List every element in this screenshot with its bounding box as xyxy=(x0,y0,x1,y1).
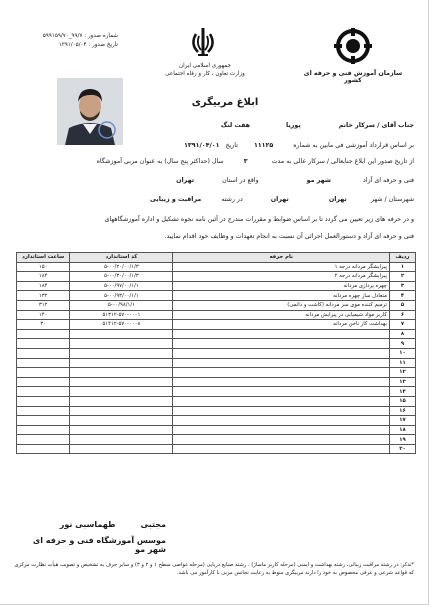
profession-name: متعادل ساز چهره مردانه xyxy=(173,291,389,301)
standard-hours xyxy=(17,425,70,435)
name-line xyxy=(14,122,414,129)
province: تهران xyxy=(176,177,195,184)
field: مراقبت و زیبایی xyxy=(149,196,202,203)
standard-hours xyxy=(17,339,70,349)
institute-city: شهر مو xyxy=(306,177,331,184)
row-number: ۱۳ xyxy=(389,377,415,387)
profession-name xyxy=(173,444,389,454)
standard-code xyxy=(70,377,173,387)
standard-hours xyxy=(17,329,70,339)
table-header-row xyxy=(17,253,416,263)
standard-code: ۵۱۳۱۲-۵۷۰-۰۰۰۱ xyxy=(70,310,173,320)
profession-name: چهره پردازی مردانه xyxy=(173,281,389,291)
county: تهران xyxy=(328,196,347,203)
table-row xyxy=(17,320,416,330)
row-number: ۲۰ xyxy=(389,444,415,454)
row-number: ۱۹ xyxy=(389,435,415,445)
standard-code xyxy=(70,368,173,378)
standard-hours: ۱۵۰ xyxy=(17,262,70,272)
standard-hours: ۱۳۲ xyxy=(17,291,70,301)
footnote: *تذکر: در رشته مراقبت زیبائی، رشته بهداشت و ایمنی (مرحله کاربر ماساژ) ، رشته صنایع دریایی (مرحله غواصی سطح ۱ و ۲ و ۳) و سایر حرف به تشخیص و تصویب هیأت نظارت مرکزی که قواعد شرعی و عرفی مخصوص به خود را دارند مربیگری منوط به رعایت تجانس مربی با کارآموز می باشد. xyxy=(14,562,414,576)
row-number: ۲ xyxy=(389,272,415,282)
duration-line xyxy=(14,158,414,165)
standard-hours xyxy=(17,396,70,406)
row-number: ۱۶ xyxy=(389,406,415,416)
issue-number-line xyxy=(8,32,118,41)
organization-name: سازمان آموزش فنی و حرفه ای کشور xyxy=(303,70,403,84)
standard-code xyxy=(70,348,173,358)
issue-date-label: تاریخ صدور : xyxy=(88,42,118,48)
signatory-title: موسس آموزشگاه فنی و حرفه ای شهر مو xyxy=(32,536,166,554)
profession-name xyxy=(173,358,389,368)
standard-code xyxy=(70,387,173,397)
standard-hours: ۱۸۴ xyxy=(17,281,70,291)
issue-date-line xyxy=(8,41,118,50)
header-profession-name: نام حرفه xyxy=(173,253,389,263)
header-row-number: ردیف xyxy=(389,253,415,263)
table-row xyxy=(17,435,416,445)
header-standard-hours: ساعت استاندارد xyxy=(17,253,70,263)
ministry-header xyxy=(150,62,260,78)
duration-text: از تاریخ صدور این ابلاغ جنابعالی / سرکار عالی به مدت xyxy=(271,158,414,165)
first-name: پوریا xyxy=(286,122,301,129)
standard-code: ۵-۰۰/۲۰/۰۰/۱/۳ xyxy=(70,262,173,272)
row-number: ۹ xyxy=(389,339,415,349)
signatory-first-name: مجتبی xyxy=(140,520,166,529)
standard-hours xyxy=(17,348,70,358)
table-row xyxy=(17,396,416,406)
table-row xyxy=(17,368,416,378)
row-number: ۳ xyxy=(389,281,415,291)
standard-hours: ۱۴۰ xyxy=(17,310,70,320)
standard-hours xyxy=(17,368,70,378)
table-row xyxy=(17,444,416,454)
paragraph-2: فنی و حرفه ای آزاد و دستورالعمل اجرائی آن نسبت به انجام تعهدات و وظایف خود اقدام نمایید. xyxy=(164,233,414,240)
field-label: در رشته xyxy=(221,196,243,203)
row-number: ۱۴ xyxy=(389,387,415,397)
last-name: هفت لنگ xyxy=(220,122,250,129)
table-row xyxy=(17,377,416,387)
standard-hours xyxy=(17,377,70,387)
standard-code xyxy=(70,339,173,349)
row-number: ۱۸ xyxy=(389,425,415,435)
county-line xyxy=(14,196,414,203)
table-row xyxy=(17,310,416,320)
row-number: ۱ xyxy=(389,262,415,272)
standard-code xyxy=(70,406,173,416)
organization-logo-icon xyxy=(328,28,378,66)
standard-code xyxy=(70,425,173,435)
standard-code: ۵-۰۰/۹۳/۰۰/۱/۱ xyxy=(70,291,173,301)
professions-table xyxy=(16,252,416,454)
salutation: جناب آقای / سرکار خانم xyxy=(338,122,414,129)
table-row xyxy=(17,425,416,435)
standard-code xyxy=(70,444,173,454)
table-row xyxy=(17,406,416,416)
profession-name xyxy=(173,396,389,406)
issue-number-label: شماره صدور : xyxy=(84,33,118,39)
standard-hours xyxy=(17,406,70,416)
standard-hours: ۳۱۲ xyxy=(17,300,70,310)
table-row xyxy=(17,348,416,358)
profession-name xyxy=(173,329,389,339)
row-number: ۶ xyxy=(389,310,415,320)
standard-hours: ۱۸۴ xyxy=(17,272,70,282)
issue-date: ۱۳۹۱/۰۵/۰۴ xyxy=(58,42,87,48)
header-standard-code: کد استاندارد xyxy=(70,253,173,263)
issue-meta xyxy=(8,32,118,50)
row-number: ۱۲ xyxy=(389,368,415,378)
row-number: ۱۰ xyxy=(389,348,415,358)
signatory-last-name: طهماسبی نور xyxy=(59,520,116,529)
profession-name xyxy=(173,348,389,358)
profession-name xyxy=(173,435,389,445)
province-label: واقع در استان xyxy=(222,177,259,184)
contract-number: ۱۱۱۲۵ xyxy=(254,142,274,149)
table-row xyxy=(17,291,416,301)
row-number: ۴ xyxy=(389,291,415,301)
document-title: ابلاغ مربیگری xyxy=(191,97,259,108)
county-line-label: شهرستان / شهر xyxy=(370,196,414,203)
table-row xyxy=(17,262,416,272)
row-number: ۱۵ xyxy=(389,396,415,406)
duration-value: ۳ xyxy=(243,158,248,165)
profession-name xyxy=(173,416,389,426)
profession-name xyxy=(173,339,389,349)
table-row xyxy=(17,329,416,339)
signatory-name xyxy=(46,520,166,529)
profession-name: بهداشت کار ناخن مردانه xyxy=(173,320,389,330)
profession-name xyxy=(173,377,389,387)
institute-prefix: فنی و حرفه ای آزاد xyxy=(363,177,414,184)
table-row xyxy=(17,339,416,349)
standard-code xyxy=(70,396,173,406)
standard-code xyxy=(70,358,173,368)
standard-code: ۵-۰۰/۹۸/۱/۱ xyxy=(70,300,173,310)
row-number: ۱۱ xyxy=(389,358,415,368)
standard-code xyxy=(70,416,173,426)
ministry-name: وزارت تعاون ، کار و رفاه اجتماعی xyxy=(165,71,245,77)
issue-number: ۹۹/۷_۵۹۹۱۵۹/۷۰ xyxy=(42,33,83,39)
standard-hours xyxy=(17,444,70,454)
row-number: ۵ xyxy=(389,300,415,310)
standard-hours xyxy=(17,416,70,426)
table-row xyxy=(17,300,416,310)
profession-name xyxy=(173,387,389,397)
profession-name: پیرایشگر مردانه درجه ۲ xyxy=(173,272,389,282)
contract-date-label: تاریخ xyxy=(225,142,238,149)
city: تهران xyxy=(270,196,289,203)
contract-line xyxy=(14,142,414,149)
contract-date: ۱۳۹۱/۰۴/۰۱ xyxy=(184,142,220,149)
standard-code: ۵-۰۰/۳۰/۰۰/۱/۳ xyxy=(70,272,173,282)
profession-name: پیرایشگر مردانه درجه ۱ xyxy=(173,262,389,272)
standard-hours xyxy=(17,387,70,397)
duration-suffix: سال (حداکثر پنج سال) به عنوان مربی آموزشگاه xyxy=(96,158,224,165)
applicant-photo xyxy=(57,78,123,145)
contract-prefix: بر اساس قرارداد آموزشی فی مابین به شماره xyxy=(293,142,414,149)
standard-code xyxy=(70,329,173,339)
profession-name xyxy=(173,406,389,416)
iran-emblem-icon xyxy=(188,26,218,58)
institute-line xyxy=(14,177,414,184)
table-row xyxy=(17,387,416,397)
paragraph-1: و در حرفه های زیر تعیین می گردد تا بر اساس ضوابط و مقررات مندرج در آئین نامه نحوه تشکیل و اداره آموزشگاههای xyxy=(104,216,414,223)
table-row xyxy=(17,416,416,426)
republic-name: جمهوری اسلامی ایران xyxy=(179,63,231,69)
profession-name: کاربر مواد شیمیایی در پیرایش مردانه xyxy=(173,310,389,320)
standard-code: ۵-۰۰/۹۷/۰۰/۱/۱ xyxy=(70,281,173,291)
table-row xyxy=(17,358,416,368)
profession-name: ترمیم کننده موی سر مردانه (کاشت و دائمی) xyxy=(173,300,389,310)
row-number: ۷ xyxy=(389,320,415,330)
standard-hours xyxy=(17,358,70,368)
table-row xyxy=(17,281,416,291)
standard-hours: ۳۰ xyxy=(17,320,70,330)
standard-code xyxy=(70,435,173,445)
table-row xyxy=(17,272,416,282)
standard-code: ۵۱۴۱۲-۵۷۰-۰۰۰۸ xyxy=(70,320,173,330)
row-number: ۱۷ xyxy=(389,416,415,426)
profession-name xyxy=(173,368,389,378)
profession-name xyxy=(173,425,389,435)
standard-hours xyxy=(17,435,70,445)
row-number: ۸ xyxy=(389,329,415,339)
